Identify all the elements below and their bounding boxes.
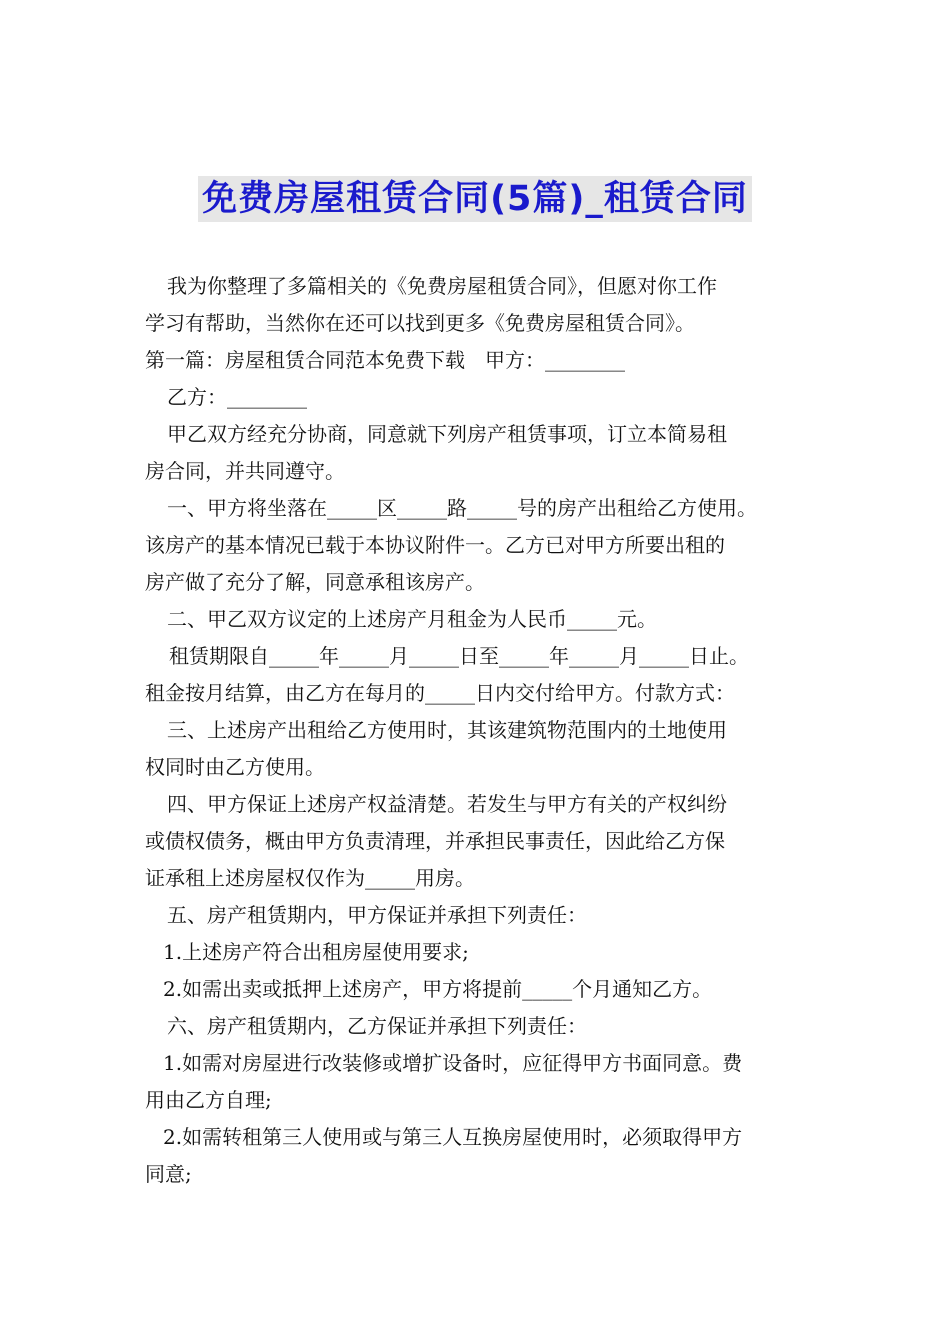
title-container bbox=[0, 176, 950, 222]
document-title: 免费房屋租赁合同(5篇)_租赁合同 bbox=[198, 176, 752, 222]
body-line: 二、甲乙双方议定的上述房产月租金为人民币_____元。 bbox=[167, 607, 657, 631]
body-line: 房产做了充分了解，同意承租该房产。 bbox=[145, 570, 485, 594]
body-line: 同意; bbox=[145, 1162, 192, 1186]
body-line: 房合同，并共同遵守。 bbox=[145, 459, 345, 483]
body-line: 学习有帮助，当然你在还可以找到更多《免费房屋租赁合同》。 bbox=[145, 311, 695, 335]
body-line: 一、甲方将坐落在_____区_____路_____号的房产出租给乙方使用。 bbox=[167, 496, 757, 520]
body-line: 乙方：________ bbox=[167, 385, 307, 409]
body-line: 五、房产租赁期内，甲方保证并承担下列责任： bbox=[167, 903, 587, 927]
document-body bbox=[145, 268, 815, 1193]
body-line: 证承租上述房屋权仅作为_____用房。 bbox=[145, 866, 475, 890]
body-line: 1.如需对房屋进行改装修或增扩设备时，应征得甲方书面同意。费 bbox=[163, 1051, 743, 1075]
body-line: 2.如需出卖或抵押上述房产，甲方将提前_____个月通知乙方。 bbox=[163, 977, 713, 1001]
body-line: 2.如需转租第三人使用或与第三人互换房屋使用时，必须取得甲方 bbox=[163, 1125, 743, 1149]
body-line: 六、房产租赁期内，乙方保证并承担下列责任： bbox=[167, 1014, 587, 1038]
body-line: 该房产的基本情况已载于本协议附件一。乙方已对甲方所要出租的 bbox=[145, 533, 725, 557]
body-line: 四、甲方保证上述房产权益清楚。若发生与甲方有关的产权纠纷 bbox=[167, 792, 727, 816]
body-line: 三、上述房产出租给乙方使用时，其该建筑物范围内的土地使用 bbox=[167, 718, 727, 742]
body-line: 用由乙方自理; bbox=[145, 1088, 272, 1112]
body-line: 或债权债务，概由甲方负责清理，并承担民事责任，因此给乙方保 bbox=[145, 829, 725, 853]
body-line: 1.上述房产符合出租房屋使用要求; bbox=[163, 940, 469, 964]
body-line: 我为你整理了多篇相关的《免费房屋租赁合同》，但愿对你工作 bbox=[167, 274, 717, 298]
body-line: 第一篇：房屋租赁合同范本免费下载 甲方：________ bbox=[145, 348, 625, 372]
body-line: 甲乙双方经充分协商，同意就下列房产租赁事项，订立本简易租 bbox=[167, 422, 727, 446]
body-line: 租赁期限自_____年_____月_____日至_____年_____月_____日止。 bbox=[169, 644, 749, 668]
body-line: 权同时由乙方使用。 bbox=[145, 755, 325, 779]
body-line: 租金按月结算，由乙方在每月的_____日内交付给甲方。付款方式： bbox=[145, 681, 735, 705]
